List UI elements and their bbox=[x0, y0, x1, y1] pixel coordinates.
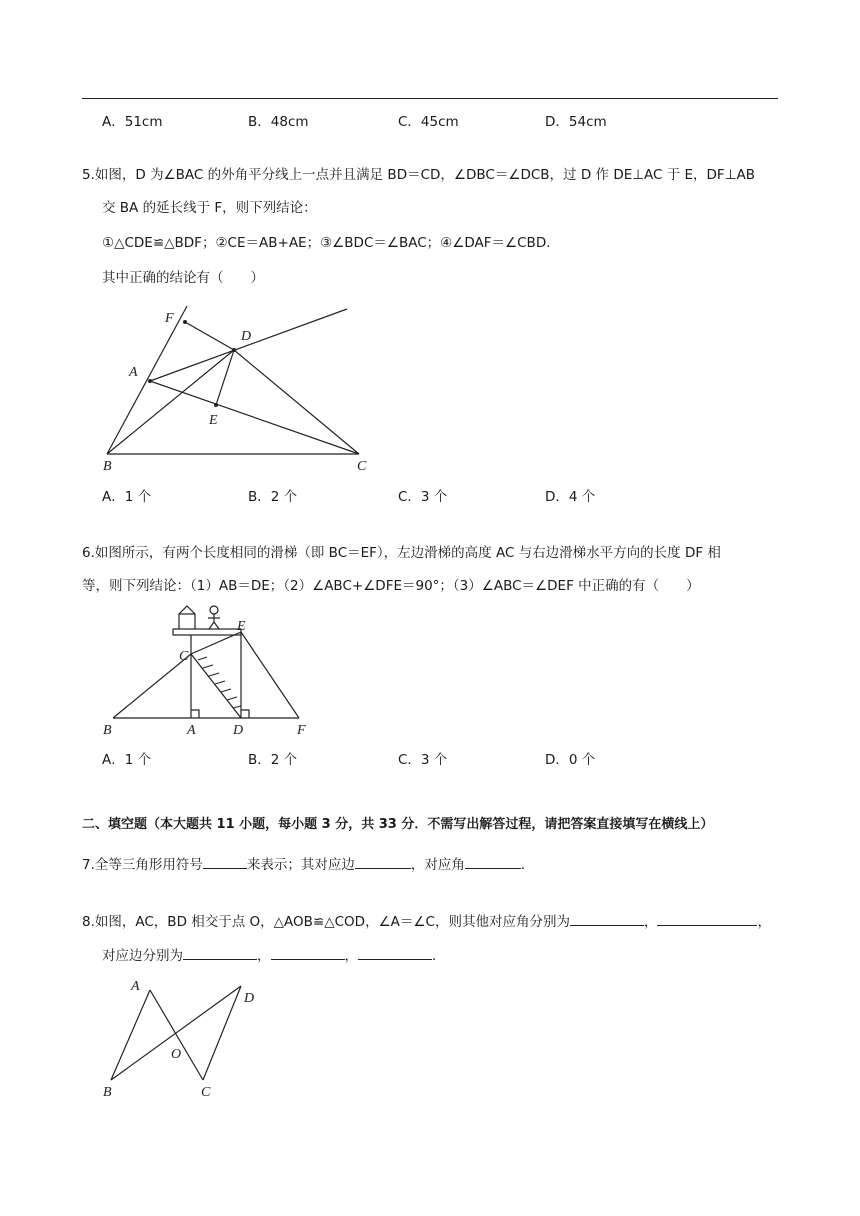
q4-option-c[interactable]: C．45cm bbox=[398, 114, 459, 130]
label-b: B bbox=[103, 723, 112, 738]
label-e: E bbox=[237, 619, 246, 634]
label-f: F bbox=[297, 723, 306, 738]
q5-statements: ①△CDE≌△BDF；②CE＝AB+AE；③∠BDC＝∠BAC；④∠DAF＝∠CBD． bbox=[102, 235, 560, 251]
q6-stem-line2: 等，则下列结论：（1）AB＝DE；（2）∠ABC+∠DFE＝90°；（3）∠ABC＝∠DEF 中正确的有（ ） bbox=[82, 578, 700, 594]
right-angle-d bbox=[241, 710, 249, 718]
ladder bbox=[191, 654, 241, 718]
q7-blank-symbol[interactable] bbox=[203, 855, 247, 869]
q8-sep-1: ， bbox=[643, 914, 658, 930]
label-d: D bbox=[244, 991, 255, 1006]
q8-sep-3: ， bbox=[257, 948, 271, 964]
q8-text-2: 对应边分别为 bbox=[102, 948, 183, 964]
right-angle-a bbox=[191, 710, 199, 718]
label-c: C bbox=[357, 459, 367, 474]
label-e: E bbox=[209, 413, 218, 428]
person-icon bbox=[210, 606, 218, 614]
label-a: A bbox=[187, 723, 196, 738]
q8-blank-side-2[interactable] bbox=[271, 946, 345, 960]
slide-ef bbox=[241, 632, 299, 718]
label-a: A bbox=[131, 979, 140, 994]
label-d: D bbox=[241, 329, 252, 344]
q4-option-b[interactable]: B．48cm bbox=[248, 114, 309, 130]
q7-line bbox=[82, 855, 534, 874]
q6-option-b[interactable]: B．2 个 bbox=[248, 752, 298, 768]
label-b: B bbox=[103, 1085, 112, 1100]
q8-blank-side-1[interactable] bbox=[183, 946, 257, 960]
q4-option-d[interactable]: D．54cm bbox=[545, 114, 607, 130]
q5-question: 其中正确的结论有（ ） bbox=[102, 270, 264, 286]
q8-text-1: 8.如图，AC，BD 相交于点 O，△AOB≌△COD，∠A＝∠C，则其他对应角分别为 bbox=[82, 914, 570, 930]
q8-end: ． bbox=[432, 948, 446, 964]
q5-stem-line1: 5.如图，D 为∠BAC 的外角平分线上一点并且满足 BD＝CD，∠DBC＝∠DCB，过 D 作 DE⊥AC 于 E，DF⊥AB bbox=[82, 167, 755, 183]
q8-line1 bbox=[82, 912, 771, 931]
q8-line2 bbox=[102, 946, 446, 965]
q6-option-d[interactable]: D．0 个 bbox=[545, 752, 596, 768]
line-df bbox=[185, 322, 234, 350]
q8-sep-4: ， bbox=[344, 948, 358, 964]
line-de bbox=[216, 350, 234, 405]
q8-blank-side-3[interactable] bbox=[358, 946, 432, 960]
segment-ac bbox=[150, 990, 203, 1080]
house-icon bbox=[179, 606, 195, 629]
q5-option-d[interactable]: D．4 个 bbox=[545, 489, 596, 505]
q6-option-a[interactable]: A．1 个 bbox=[102, 752, 152, 768]
q7-blank-angles[interactable] bbox=[465, 855, 521, 869]
label-c: C bbox=[201, 1085, 211, 1100]
q7-blank-sides[interactable] bbox=[355, 855, 411, 869]
q8-sep-2: ， bbox=[757, 914, 771, 930]
label-b: B bbox=[103, 459, 112, 474]
q8-blank-angle-2[interactable] bbox=[657, 912, 757, 926]
section-heading: 二、填空题（本大题共 11 小题，每小题 3 分，共 33 分．不需写出解答过程，请把答案直接填写在横线上） bbox=[82, 817, 714, 832]
q7-text-1: 7.全等三角形用符号 bbox=[82, 857, 203, 873]
line-bf bbox=[107, 306, 187, 454]
q8-blank-angle-1[interactable] bbox=[570, 912, 644, 926]
q8-figure bbox=[95, 972, 275, 1102]
q7-text-2: 来表示；其对应边 bbox=[246, 857, 355, 873]
label-a: A bbox=[129, 365, 138, 380]
q5-stem-line2: 交 BA 的延长线于 F，则下列结论： bbox=[102, 200, 317, 216]
line-cd bbox=[234, 350, 359, 454]
q5-option-a[interactable]: A．1 个 bbox=[102, 489, 152, 505]
label-c: C bbox=[179, 649, 189, 664]
q4-option-a[interactable]: A．51cm bbox=[102, 114, 163, 130]
header-rule bbox=[82, 98, 778, 99]
q5-option-c[interactable]: C．3 个 bbox=[398, 489, 448, 505]
q6-figure bbox=[95, 602, 325, 740]
platform bbox=[173, 629, 241, 635]
q7-text-4: ． bbox=[520, 857, 535, 873]
label-o: O bbox=[171, 1047, 182, 1062]
q7-text-3: ，对应角 bbox=[410, 857, 465, 873]
line-ac bbox=[150, 381, 359, 454]
label-f: F bbox=[165, 311, 174, 326]
label-d: D bbox=[233, 723, 244, 738]
q6-option-c[interactable]: C．3 个 bbox=[398, 752, 448, 768]
q5-option-b[interactable]: B．2 个 bbox=[248, 489, 298, 505]
line-bd bbox=[107, 350, 234, 454]
q6-stem-line1: 6.如图所示，有两个长度相同的滑梯（即 BC＝EF），左边滑梯的高度 AC 与右边滑梯水平方向的长度 DF 相 bbox=[82, 545, 721, 561]
q5-figure bbox=[95, 298, 395, 476]
